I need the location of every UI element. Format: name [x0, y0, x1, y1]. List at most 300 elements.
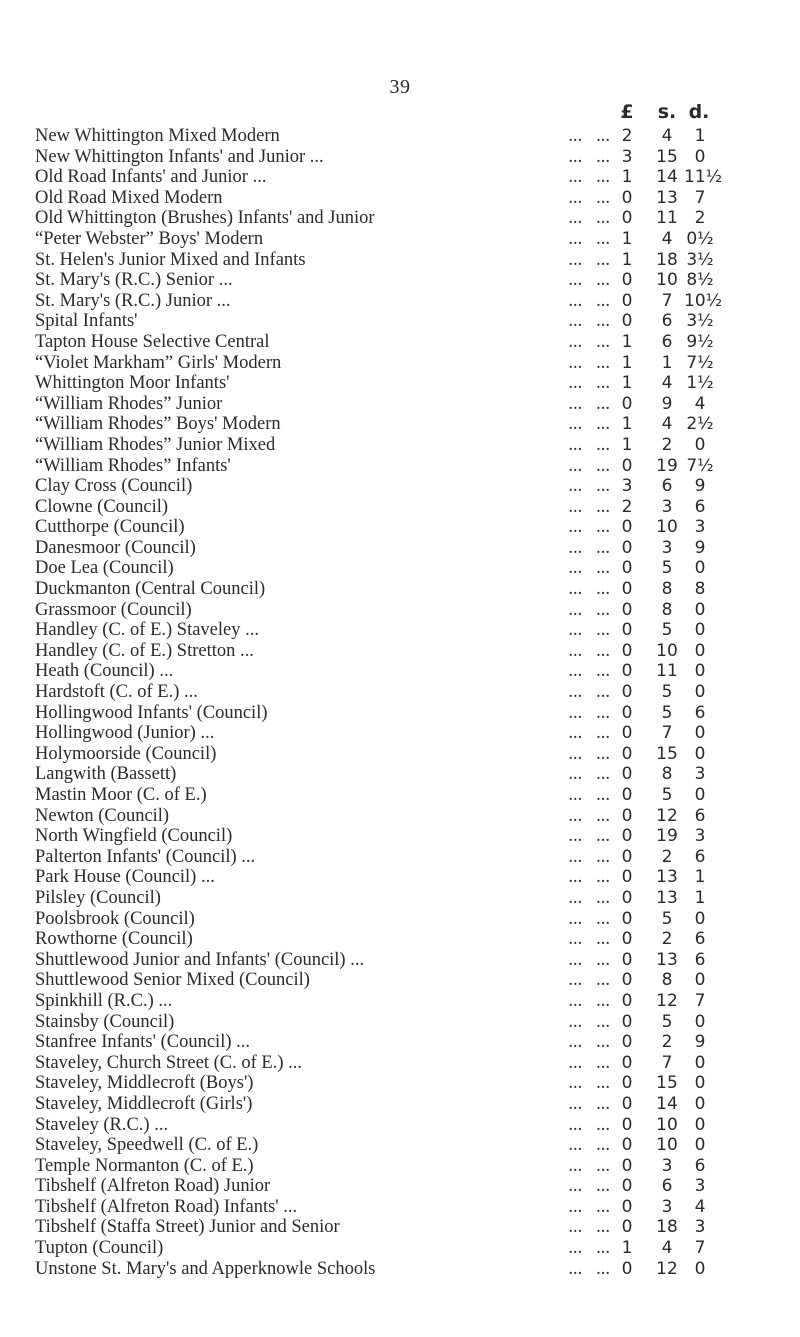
list-item — [0, 826, 800, 847]
pounds-value: 0 — [621, 290, 633, 311]
school-name: Shuttlewood Senior Mixed (Council) — [35, 970, 316, 990]
school-name-cell — [35, 188, 610, 209]
leader-dots: ... ... — [568, 1155, 610, 1176]
pence-value: 1½ — [686, 373, 714, 394]
list-item — [0, 1032, 800, 1053]
shillings-value: 6 — [661, 476, 673, 497]
list-item — [0, 311, 800, 332]
school-name: Pilsley (Council) — [35, 888, 167, 908]
school-name: New Whittington Infants' and Junior ... — [35, 147, 330, 167]
school-name: “William Rhodes” Boys' Modern — [35, 414, 287, 434]
pence-value: 0 — [694, 620, 706, 641]
school-name: Staveley, Church Street (C. of E.) ... — [35, 1053, 308, 1073]
shillings-value: 8 — [661, 764, 673, 785]
pounds-value: 0 — [621, 949, 633, 970]
list-item — [0, 703, 800, 724]
list-item — [0, 414, 800, 435]
pence-value: 3½ — [686, 249, 714, 270]
leader-dots: ... ... — [568, 1052, 610, 1073]
pence-value: 0 — [694, 682, 706, 703]
school-name-cell — [35, 558, 610, 579]
shillings-value: 12 — [656, 805, 678, 826]
pence-value: 9 — [694, 476, 706, 497]
pounds-value: 0 — [621, 929, 633, 950]
school-name-cell — [35, 1053, 610, 1074]
school-name: North Wingfield (Council) — [35, 826, 238, 846]
school-name-cell — [35, 1197, 610, 1218]
school-name-cell — [35, 270, 610, 291]
shillings-value: 5 — [661, 682, 673, 703]
school-name: Langwith (Bassett) — [35, 764, 182, 784]
pounds-value: 0 — [621, 1032, 633, 1053]
shillings-value: 9 — [661, 393, 673, 414]
pence-value: 8½ — [686, 270, 714, 291]
shillings-value: 5 — [661, 702, 673, 723]
shillings-value: 4 — [661, 1238, 673, 1259]
school-name: Poolsbrook (Council) — [35, 909, 201, 929]
leader-dots: ... ... — [568, 311, 610, 332]
shillings-value: 5 — [661, 785, 673, 805]
pence-value: 4 — [694, 393, 706, 414]
school-name-cell — [35, 744, 610, 765]
shillings-value: 4 — [661, 228, 673, 249]
list-item — [0, 806, 800, 827]
pence-value: 3 — [694, 764, 706, 785]
school-name-cell — [35, 1259, 610, 1280]
school-name: Staveley (R.C.) ... — [35, 1115, 174, 1135]
school-name: Palterton Infants' (Council) ... — [35, 847, 261, 867]
leader-dots: ... ... — [568, 1011, 610, 1032]
school-name-cell — [35, 929, 610, 950]
pounds-value: 0 — [621, 517, 633, 538]
list-item — [0, 188, 800, 209]
pence-value: 0 — [694, 1114, 706, 1135]
pence-value: 0 — [694, 558, 706, 579]
pence-value: 0 — [694, 146, 706, 167]
pounds-value: 0 — [621, 1135, 633, 1156]
leader-dots: ... ... — [568, 1135, 610, 1156]
school-name: Grassmoor (Council) — [35, 600, 198, 620]
school-name: Hardstoft (C. of E.) ... — [35, 682, 204, 702]
school-name: St. Mary's (R.C.) Junior ... — [35, 291, 237, 311]
school-name-cell — [35, 538, 610, 559]
shillings-value: 5 — [661, 558, 673, 579]
shillings-value: 1 — [661, 352, 673, 373]
leader-dots: ... ... — [568, 579, 610, 600]
pounds-value: 0 — [621, 826, 633, 847]
pence-value: 7 — [694, 187, 706, 208]
pounds-value: 0 — [621, 270, 633, 291]
leader-dots: ... ... — [568, 270, 610, 291]
pounds-value: 0 — [621, 537, 633, 558]
school-name: Danesmoor (Council) — [35, 538, 202, 558]
pounds-value: 0 — [621, 682, 633, 703]
school-name: Doe Lea (Council) — [35, 558, 180, 578]
leader-dots: ... ... — [568, 887, 610, 908]
pounds-value: 0 — [621, 1114, 633, 1135]
pence-value: 2 — [694, 208, 706, 229]
pence-value: 1 — [694, 126, 706, 146]
school-name: St. Helen's Junior Mixed and Infants — [35, 250, 312, 270]
pence-value: 1 — [694, 867, 706, 888]
leader-dots: ... ... — [568, 929, 610, 950]
pence-value: 0 — [694, 1073, 706, 1094]
school-name: Shuttlewood Junior and Infants' (Council) ... — [35, 950, 370, 970]
school-name: Stanfree Infants' (Council) ... — [35, 1032, 256, 1052]
pence-value: 6 — [694, 949, 706, 970]
school-name: Hollingwood (Junior) ... — [35, 723, 220, 743]
leader-dots: ... ... — [568, 290, 610, 311]
school-name: Tibshelf (Staffa Street) Junior and Senior — [35, 1217, 346, 1237]
leader-dots: ... ... — [568, 661, 610, 682]
pence-header: d. — [688, 101, 710, 123]
school-name: “William Rhodes” Junior Mixed — [35, 435, 281, 455]
shillings-header: s. — [657, 101, 677, 123]
list-item — [0, 1012, 800, 1033]
leader-dots: ... ... — [568, 517, 610, 538]
school-name: Duckmanton (Central Council) — [35, 579, 271, 599]
school-name-cell — [35, 229, 610, 250]
list-item — [0, 332, 800, 353]
pounds-value: 0 — [621, 846, 633, 867]
pounds-value: 0 — [621, 743, 633, 764]
school-name: Old Road Infants' and Junior ... — [35, 167, 272, 187]
pounds-value: 0 — [621, 887, 633, 908]
list-item — [0, 126, 800, 147]
shillings-value: 7 — [661, 723, 673, 744]
pounds-value: 0 — [621, 640, 633, 661]
school-name-cell — [35, 661, 610, 682]
pounds-value: 1 — [621, 373, 633, 394]
school-name-cell — [35, 147, 610, 168]
list-item — [0, 847, 800, 868]
school-name: Old Whittington (Brushes) Infants' and Junior — [35, 208, 381, 228]
shillings-value: 5 — [661, 1011, 673, 1032]
shillings-value: 2 — [661, 929, 673, 950]
list-item — [0, 394, 800, 415]
school-name-cell — [35, 497, 610, 518]
school-name-cell — [35, 723, 610, 744]
shillings-value: 4 — [661, 414, 673, 435]
pence-value: 6 — [694, 496, 706, 517]
list-item — [0, 1053, 800, 1074]
list-item — [0, 661, 800, 682]
shillings-value: 6 — [661, 1176, 673, 1197]
pence-value: 4 — [694, 1196, 706, 1217]
list-item — [0, 1094, 800, 1115]
school-name: Heath (Council) ... — [35, 661, 179, 681]
school-name: “Peter Webster” Boys' Modern — [35, 229, 269, 249]
list-item — [0, 1217, 800, 1238]
shillings-value: 15 — [656, 1073, 678, 1094]
pence-value: 8 — [694, 579, 706, 600]
leader-dots: ... ... — [568, 1258, 610, 1279]
school-name-cell — [35, 991, 610, 1012]
pounds-value: 0 — [621, 990, 633, 1011]
pence-value: 2½ — [686, 414, 714, 435]
pence-value: 1 — [694, 887, 706, 908]
leader-dots: ... ... — [568, 785, 610, 805]
pounds-value: 2 — [621, 496, 633, 517]
pounds-value: 0 — [621, 1073, 633, 1094]
pounds-value: 0 — [621, 393, 633, 414]
list-item — [0, 373, 800, 394]
pounds-value: 2 — [621, 126, 633, 146]
pence-value: 3 — [694, 826, 706, 847]
pounds-value: 1 — [621, 331, 633, 352]
leader-dots: ... ... — [568, 640, 610, 661]
shillings-value: 11 — [656, 661, 678, 682]
pounds-value: 1 — [621, 414, 633, 435]
leader-dots: ... ... — [568, 1093, 610, 1114]
leader-dots: ... ... — [568, 455, 610, 476]
school-name: Temple Normanton (C. of E.) — [35, 1156, 260, 1176]
school-name-cell — [35, 1135, 610, 1156]
shillings-value: 10 — [656, 1135, 678, 1156]
pounds-value: 0 — [621, 723, 633, 744]
school-name-cell — [35, 1156, 610, 1177]
list-item — [0, 950, 800, 971]
pence-value: 0 — [694, 1011, 706, 1032]
list-item — [0, 167, 800, 188]
leader-dots: ... ... — [568, 558, 610, 579]
school-name: Unstone St. Mary's and Apperknowle Schools — [35, 1259, 381, 1279]
pounds-value: 0 — [621, 908, 633, 929]
pounds-value: 1 — [621, 352, 633, 373]
pounds-value: 0 — [621, 208, 633, 229]
leader-dots: ... ... — [568, 496, 610, 517]
leader-dots: ... ... — [568, 167, 610, 188]
leader-dots: ... ... — [568, 1032, 610, 1053]
school-name-cell — [35, 1032, 610, 1053]
pence-value: 7½ — [686, 455, 714, 476]
school-name-cell — [35, 806, 610, 827]
leader-dots: ... ... — [568, 126, 610, 146]
pounds-value: 0 — [621, 1093, 633, 1114]
list-item — [0, 888, 800, 909]
pence-value: 0 — [694, 1258, 706, 1279]
shillings-value: 8 — [661, 579, 673, 600]
school-name-cell — [35, 785, 610, 806]
shillings-value: 3 — [661, 1196, 673, 1217]
pence-value: 7 — [694, 990, 706, 1011]
shillings-value: 6 — [661, 331, 673, 352]
pence-value: 0 — [694, 599, 706, 620]
pounds-value: 0 — [621, 702, 633, 723]
school-name-cell — [35, 600, 610, 621]
leader-dots: ... ... — [568, 743, 610, 764]
school-name: Clay Cross (Council) — [35, 476, 198, 496]
school-name: Holymoorside (Council) — [35, 744, 222, 764]
pounds-value: 0 — [621, 1155, 633, 1176]
school-name-cell — [35, 1012, 610, 1033]
leader-dots: ... ... — [568, 682, 610, 703]
leader-dots: ... ... — [568, 476, 610, 497]
pounds-value: 0 — [621, 579, 633, 600]
school-name-cell — [35, 909, 610, 930]
shillings-value: 10 — [656, 517, 678, 538]
shillings-value: 2 — [661, 846, 673, 867]
school-name-cell — [35, 126, 610, 147]
pounds-value: 1 — [621, 167, 633, 188]
pounds-value: 0 — [621, 1011, 633, 1032]
shillings-value: 15 — [656, 743, 678, 764]
school-name: Clowne (Council) — [35, 497, 174, 517]
list-item — [0, 147, 800, 168]
school-name: Tapton House Selective Central — [35, 332, 276, 352]
leader-dots: ... ... — [568, 949, 610, 970]
list-item — [0, 744, 800, 765]
leader-dots: ... ... — [568, 805, 610, 826]
shillings-value: 7 — [661, 1052, 673, 1073]
pounds-value: 0 — [621, 558, 633, 579]
school-name: Handley (C. of E.) Staveley ... — [35, 620, 265, 640]
leader-dots: ... ... — [568, 990, 610, 1011]
school-name: Spital Infants' — [35, 311, 144, 331]
pence-value: 0½ — [686, 228, 714, 249]
shillings-value: 10 — [656, 640, 678, 661]
school-name: Newton (Council) — [35, 806, 175, 826]
list-item — [0, 785, 800, 806]
pence-value: 6 — [694, 702, 706, 723]
shillings-value: 12 — [656, 990, 678, 1011]
school-name-cell — [35, 826, 610, 847]
pounds-value: 0 — [621, 867, 633, 888]
list-item — [0, 435, 800, 456]
school-name: Stainsby (Council) — [35, 1012, 180, 1032]
list-item — [0, 1115, 800, 1136]
pounds-value: 0 — [621, 661, 633, 682]
shillings-value: 4 — [661, 126, 673, 146]
leader-dots: ... ... — [568, 1176, 610, 1197]
pounds-value: 0 — [621, 311, 633, 332]
shillings-value: 13 — [656, 949, 678, 970]
school-name: “William Rhodes” Infants' — [35, 456, 237, 476]
leader-dots: ... ... — [568, 331, 610, 352]
shillings-value: 18 — [656, 249, 678, 270]
column-header-row — [0, 101, 800, 127]
school-name: Tupton (Council) — [35, 1238, 169, 1258]
pence-value: 0 — [694, 723, 706, 744]
school-name-cell — [35, 620, 610, 641]
school-name-cell — [35, 414, 610, 435]
school-name-cell — [35, 167, 610, 188]
school-name-cell — [35, 1094, 610, 1115]
shillings-value: 12 — [656, 1258, 678, 1279]
leader-dots: ... ... — [568, 1217, 610, 1238]
school-name: Hollingwood Infants' (Council) — [35, 703, 274, 723]
pounds-value: 0 — [621, 187, 633, 208]
pounds-value: 0 — [621, 1052, 633, 1073]
school-name-cell — [35, 579, 610, 600]
pounds-value: 0 — [621, 970, 633, 991]
school-name-cell — [35, 1115, 610, 1136]
pence-value: 0 — [694, 1052, 706, 1073]
pence-value: 6 — [694, 805, 706, 826]
shillings-value: 4 — [661, 373, 673, 394]
list-item — [0, 291, 800, 312]
leader-dots: ... ... — [568, 867, 610, 888]
pounds-value: 0 — [621, 1176, 633, 1197]
leader-dots: ... ... — [568, 620, 610, 641]
school-name-cell — [35, 517, 610, 538]
school-name-cell — [35, 847, 610, 868]
school-name-cell — [35, 208, 610, 229]
list-item — [0, 476, 800, 497]
list-item — [0, 970, 800, 991]
school-name: Spinkhill (R.C.) ... — [35, 991, 178, 1011]
pounds-value: 0 — [621, 599, 633, 620]
shillings-value: 2 — [661, 1032, 673, 1053]
list-item — [0, 641, 800, 662]
school-name: New Whittington Mixed Modern — [35, 126, 286, 146]
school-name-cell — [35, 888, 610, 909]
list-item — [0, 270, 800, 291]
school-name-cell — [35, 291, 610, 312]
list-item — [0, 909, 800, 930]
list-item — [0, 229, 800, 250]
pence-value: 3 — [694, 1217, 706, 1238]
pence-value: 11½ — [684, 167, 723, 188]
school-name: St. Mary's (R.C.) Senior ... — [35, 270, 239, 290]
pounds-value: 0 — [621, 785, 633, 805]
pence-value: 6 — [694, 1155, 706, 1176]
leader-dots: ... ... — [568, 723, 610, 744]
pence-value: 6 — [694, 846, 706, 867]
pounds-value: 0 — [621, 455, 633, 476]
pounds-value: 1 — [621, 434, 633, 455]
shillings-value: 13 — [656, 867, 678, 888]
pence-value: 0 — [694, 1093, 706, 1114]
pence-value: 9½ — [686, 331, 714, 352]
shillings-value: 3 — [661, 1155, 673, 1176]
list-item — [0, 1259, 800, 1280]
list-item — [0, 1176, 800, 1197]
pence-value: 6 — [694, 929, 706, 950]
shillings-value: 14 — [656, 167, 678, 188]
pence-value: 3½ — [686, 311, 714, 332]
pounds-value: 0 — [621, 1217, 633, 1238]
pounds-value: 0 — [621, 805, 633, 826]
shillings-value: 8 — [661, 599, 673, 620]
leader-dots: ... ... — [568, 537, 610, 558]
shillings-value: 6 — [661, 311, 673, 332]
leader-dots: ... ... — [568, 1238, 610, 1259]
list-item — [0, 558, 800, 579]
leader-dots: ... ... — [568, 599, 610, 620]
school-name-cell — [35, 970, 610, 991]
leader-dots: ... ... — [568, 826, 610, 847]
school-name-cell — [35, 703, 610, 724]
pence-value: 3 — [694, 517, 706, 538]
school-name: Handley (C. of E.) Stretton ... — [35, 641, 260, 661]
school-name: “William Rhodes” Junior — [35, 394, 228, 414]
list-item — [0, 682, 800, 703]
pounds-value: 0 — [621, 620, 633, 641]
pence-value: 7 — [694, 1238, 706, 1259]
shillings-value: 8 — [661, 970, 673, 991]
leader-dots: ... ... — [568, 1196, 610, 1217]
school-name: Whittington Moor Infants' — [35, 373, 235, 393]
pounds-value: 1 — [621, 249, 633, 270]
shillings-value: 2 — [661, 434, 673, 455]
pounds-value: 3 — [621, 476, 633, 497]
list-item — [0, 497, 800, 518]
shillings-value: 3 — [661, 537, 673, 558]
leader-dots: ... ... — [568, 208, 610, 229]
pounds-value: 3 — [621, 146, 633, 167]
list-item — [0, 723, 800, 744]
